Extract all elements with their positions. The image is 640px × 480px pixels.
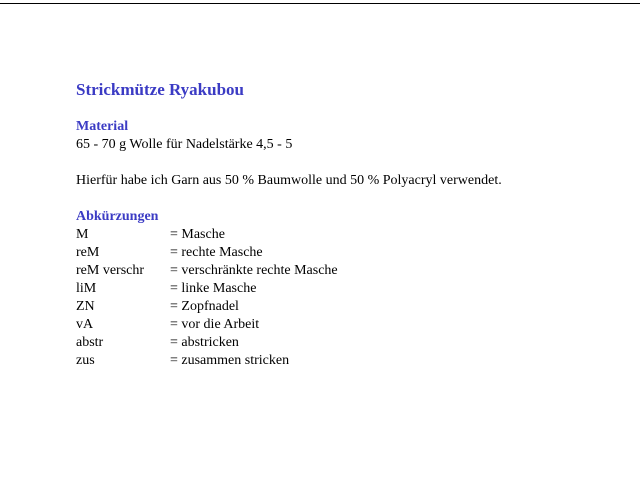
document-title: Strickmütze Ryakubou bbox=[76, 80, 244, 99]
document-body bbox=[76, 80, 636, 370]
abbreviation-term: vA bbox=[76, 317, 94, 332]
abbreviation-term: M bbox=[76, 227, 89, 242]
material-heading: Material bbox=[76, 119, 129, 134]
abbreviation-row bbox=[76, 226, 338, 244]
yarn-note: Hierfür habe ich Garn aus 50 % Baumwolle und 50 % Polyacryl verwendet. bbox=[76, 173, 502, 188]
material-text: 65 - 70 g Wolle für Nadelstärke 4,5 - 5 bbox=[76, 137, 293, 152]
abbreviations-heading: Abkürzungen bbox=[76, 209, 159, 224]
abbreviation-row bbox=[76, 280, 338, 298]
abbreviation-meaning: = Zopfnadel bbox=[170, 299, 239, 314]
abbreviation-term: zus bbox=[76, 353, 95, 368]
abbreviation-row bbox=[76, 244, 338, 262]
abbreviation-meaning: = verschränkte rechte Masche bbox=[170, 263, 338, 278]
abbreviation-meaning: = vor die Arbeit bbox=[170, 317, 260, 332]
top-divider bbox=[0, 3, 640, 4]
abbreviations-table bbox=[76, 226, 338, 370]
abbreviation-row bbox=[76, 298, 338, 316]
abbreviation-row bbox=[76, 316, 338, 334]
abbreviation-row bbox=[76, 352, 338, 370]
abbreviation-meaning: = linke Masche bbox=[170, 281, 257, 296]
abbreviation-meaning: = abstricken bbox=[170, 335, 239, 350]
abbreviation-meaning: = rechte Masche bbox=[170, 245, 263, 260]
abbreviation-term: reM verschr bbox=[76, 263, 145, 278]
abbreviation-term: liM bbox=[76, 281, 97, 296]
abbreviation-meaning: = zusammen stricken bbox=[170, 353, 290, 368]
abbreviation-meaning: = Masche bbox=[170, 227, 225, 242]
abbreviation-term: abstr bbox=[76, 335, 104, 350]
abbreviation-term: ZN bbox=[76, 299, 95, 314]
abbreviation-row bbox=[76, 262, 338, 280]
abbreviation-row bbox=[76, 334, 338, 352]
abbreviation-term: reM bbox=[76, 245, 100, 260]
